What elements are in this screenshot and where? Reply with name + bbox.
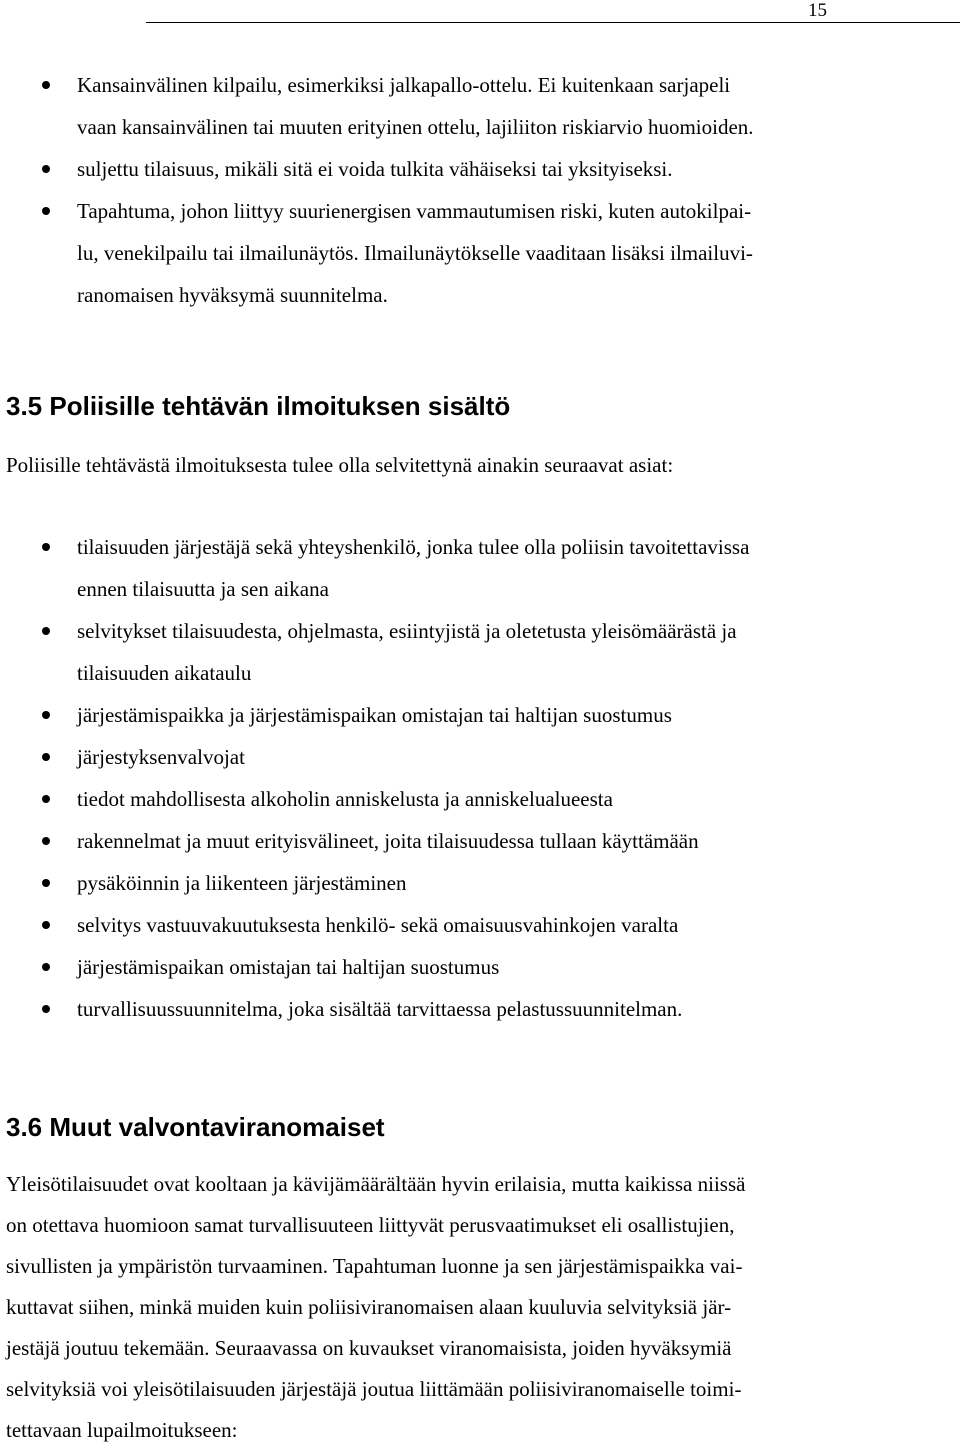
list-item-text: järjestämispaikka ja järjestämispaikan omistajan tai haltijan suostumus — [77, 703, 672, 727]
list-item — [0, 946, 857, 988]
section-heading: 3.6 Muut valvontaviranomaiset — [6, 1112, 385, 1142]
list-item-text: järjestyksenvalvojat — [77, 745, 245, 769]
list-item — [0, 610, 857, 694]
paragraph-line: on otettava huomioon samat turvallisuuteen liittyvät perusvaatimukset eli osallistujien, — [6, 1213, 735, 1237]
list-item-text: tilaisuuden aikataulu — [77, 661, 252, 685]
paragraph-line: jestäjä joutuu tekemään. Seuraavassa on kuvaukset viranomaisista, joiden hyväksymiä — [6, 1336, 732, 1360]
bullet-icon — [42, 207, 50, 215]
bullet-icon — [42, 963, 50, 971]
bullet-icon — [42, 81, 50, 89]
list-item-text: suljettu tilaisuus, mikäli sitä ei voida tulkita vähäiseksi tai yksityiseksi. — [77, 157, 673, 181]
header-rule — [146, 22, 960, 23]
list-item-text: pysäköinnin ja liikenteen järjestäminen — [77, 871, 407, 895]
bullet-icon — [42, 165, 50, 173]
section-heading: 3.5 Poliisille tehtävän ilmoituksen sisältö — [6, 391, 511, 421]
bullet-icon — [42, 753, 50, 761]
page-number: 15 — [808, 0, 827, 21]
list-item — [0, 778, 857, 820]
list-item — [0, 64, 857, 148]
list-item-text: järjestämispaikan omistajan tai haltijan suostumus — [77, 955, 500, 979]
paragraph-line: tettavaan lupailmoitukseen: — [6, 1418, 238, 1442]
paragraph-line: Yleisötilaisuudet ovat kooltaan ja kävijämäärältään hyvin erilaisia, mutta kaikissa niissä — [6, 1172, 746, 1196]
list-item-text: ennen tilaisuutta ja sen aikana — [77, 577, 329, 601]
list-item-text: lu, venekilpailu tai ilmailunäytös. Ilmailunäytökselle vaaditaan lisäksi ilmailuvi- — [77, 241, 753, 265]
list-item-text: selvitykset tilaisuudesta, ohjelmasta, esiintyjistä ja oletetusta yleisömäärästä ja — [77, 619, 737, 643]
list-item — [0, 736, 857, 778]
bullet-icon — [42, 837, 50, 845]
bullet-icon — [42, 627, 50, 635]
list-item-text: selvitys vastuuvakuutuksesta henkilö- sekä omaisuusvahinkojen varalta — [77, 913, 679, 937]
list-item — [0, 148, 857, 190]
bullet-icon — [42, 879, 50, 887]
section-intro: Poliisille tehtävästä ilmoituksesta tulee olla selvitettynä ainakin seuraavat asiat: — [6, 453, 674, 477]
list-item — [0, 526, 857, 610]
paragraph-line: kuttavat siihen, minkä muiden kuin poliisiviranomaisen alaan kuuluvia selvityksiä jär- — [6, 1295, 732, 1319]
top-bullet-list — [0, 64, 960, 316]
list-item — [0, 988, 857, 1030]
list-item-text: Kansainvälinen kilpailu, esimerkiksi jalkapallo-ottelu. Ei kuitenkaan sarjapeli — [77, 73, 731, 97]
bullet-icon — [42, 711, 50, 719]
list-item-text: tilaisuuden järjestäjä sekä yhteyshenkilö, jonka tulee olla poliisin tavoitettavissa — [77, 535, 750, 559]
bullet-icon — [42, 921, 50, 929]
list-item — [0, 820, 857, 862]
list-item-text: Tapahtuma, johon liittyy suurienergisen vammautumisen riski, kuten autokilpai- — [77, 199, 752, 223]
paragraph-line: sivullisten ja ympäristön turvaaminen. Tapahtuman luonne ja sen järjestämispaikka vai- — [6, 1254, 743, 1278]
bullet-icon — [42, 1005, 50, 1013]
list-item — [0, 862, 857, 904]
list-item-text: vaan kansainvälinen tai muuten erityinen ottelu, lajiliiton riskiarvio huomioiden. — [77, 115, 754, 139]
requirements-bullet-list — [0, 526, 960, 1030]
list-item-text: turvallisuussuunnitelma, joka sisältää tarvittaessa pelastussuunnitelman. — [77, 997, 683, 1021]
list-item-text: rakennelmat ja muut erityisvälineet, joita tilaisuudessa tullaan käyttämään — [77, 829, 699, 853]
body-paragraph — [6, 1164, 856, 1451]
paragraph-line: selvityksiä voi yleisötilaisuuden järjestäjä joutua liittämään poliisiviranomaiselle toimi- — [6, 1377, 742, 1401]
list-item — [0, 694, 857, 736]
list-item-text: tiedot mahdollisesta alkoholin anniskelusta ja anniskelualueesta — [77, 787, 613, 811]
bullet-icon — [42, 543, 50, 551]
list-item — [0, 190, 857, 316]
bullet-icon — [42, 795, 50, 803]
list-item — [0, 904, 857, 946]
list-item-text: ranomaisen hyväksymä suunnitelma. — [77, 283, 388, 307]
